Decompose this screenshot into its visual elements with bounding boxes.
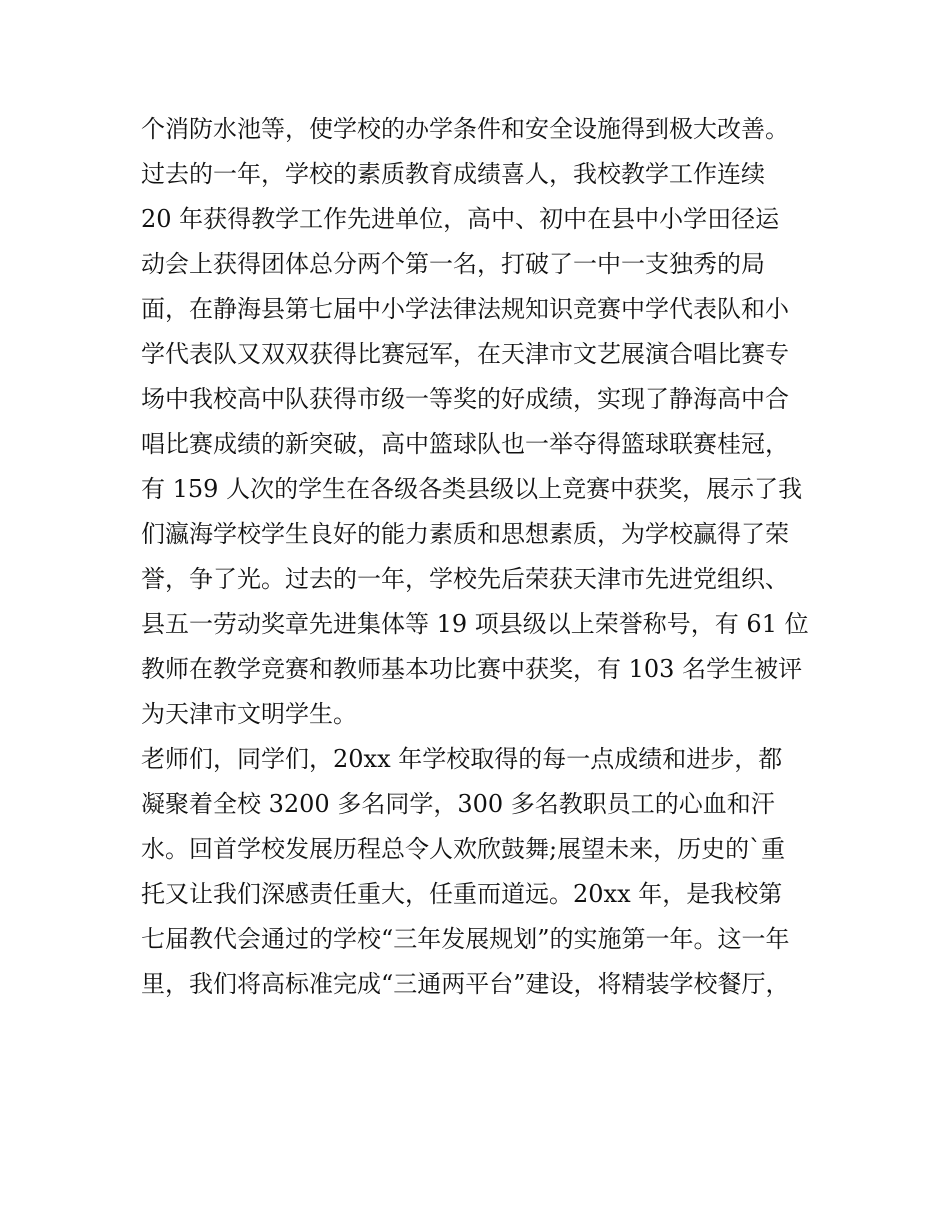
text-line: 为天津市文明学生。 [141,700,357,728]
text-line: 里，我们将高标准完成“三通两平台”建设，将精装学校餐厅， [141,970,790,998]
body-text [141,107,831,1007]
text-line: 教师在教学竞赛和教师基本功比赛中获奖，有 103 名学生被评 [141,655,803,683]
text-line: 场中我校高中队获得市级一等奖的好成绩，实现了静海高中合 [141,385,789,413]
text-line: 誉，争了光。过去的一年，学校先后荣获天津市先进党组织、 [141,565,789,593]
text-line: 有 159 人次的学生在各级各类县级以上竞赛中获奖，展示了我 [141,475,803,503]
text-line: 七届教代会通过的学校“三年发展规划”的实施第一年。这一年 [141,925,790,953]
text-line: 们瀛海学校学生良好的能力素质和思想素质，为学校赢得了荣 [141,520,789,548]
text-line: 过去的一年，学校的素质教育成绩喜人，我校教学工作连续 [141,160,765,188]
text-line: 水。回首学校发展历程总令人欢欣鼓舞;展望未来，历史的`重 [141,835,786,863]
text-line: 托又让我们深感责任重大，任重而道远。20xx 年，是我校第 [141,880,783,908]
text-line: 凝聚着全校 3200 多名同学，300 多名教职员工的心血和汗 [141,790,775,818]
text-line: 面，在静海县第七届中小学法律法规知识竞赛中学代表队和小 [141,295,789,323]
text-line: 20 年获得教学工作先进单位，高中、初中在县中小学田径运 [141,205,780,233]
text-line: 县五一劳动奖章先进集体等 19 项县级以上荣誉称号，有 61 位 [141,610,809,638]
text-line: 学代表队又双双获得比赛冠军，在天津市文艺展演合唱比赛专 [141,340,789,368]
text-line: 唱比赛成绩的新突破，高中篮球队也一举夺得篮球联赛桂冠， [141,430,789,458]
text-line: 动会上获得团体总分两个第一名，打破了一中一支独秀的局 [141,250,765,278]
text-line: 个消防水池等，使学校的办学条件和安全设施得到极大改善。 [141,115,789,143]
text-line: 老师们，同学们，20xx 年学校取得的每一点成绩和进步，都 [141,745,783,773]
